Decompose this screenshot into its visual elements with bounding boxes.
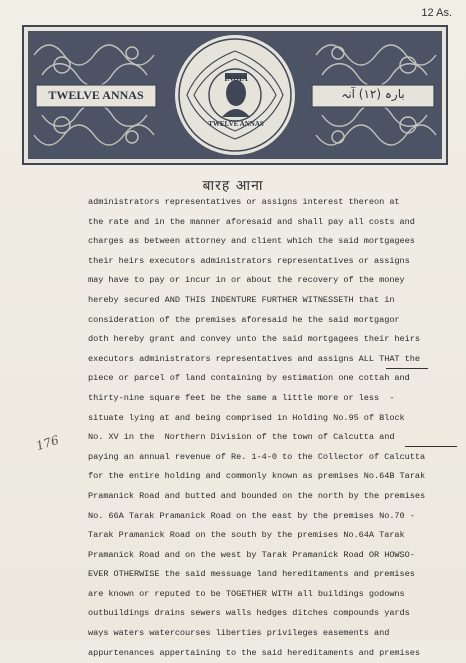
body-line: ways waters watercourses liberties privileges easements and — [88, 628, 390, 639]
body-line: situate lying at and being comprised in Holding No.95 of Block — [88, 412, 405, 423]
handwritten-margin-note: 176 — [34, 432, 61, 454]
body-line: No. 66A Tarak Pramanick Road on the east by the premises No.70 - — [88, 510, 415, 521]
stamp-right-label: بارہ (۱۲) آنہ — [341, 87, 405, 101]
body-line: EVER OTHERWISE the said messuage land hereditaments and premises — [88, 569, 415, 580]
body-line: executors administrators representatives and assigns ALL THAT the — [88, 353, 420, 364]
body-line: the rate and in the manner aforesaid and shall pay all costs and — [88, 216, 415, 227]
body-line: charges as between attorney and client which the said mortgagees — [88, 236, 415, 247]
stamp-left-label: TWELVE ANNAS — [48, 88, 144, 102]
body-line: piece or parcel of land containing by estimation one cottah and — [88, 373, 410, 384]
underline-all-that — [386, 368, 428, 369]
body-line: No. XV in the Northern Division of the town of Calcutta and — [88, 432, 395, 443]
hindi-denomination: बारह आना — [202, 178, 264, 194]
body-line: thirty-nine square feet be the same a little more or less - — [88, 392, 395, 403]
stamp-center-top: INDIA — [224, 74, 248, 83]
stamp-denomination: 12 As. — [421, 7, 452, 19]
body-line: may have to pay or incur in or about the recovery of the money — [88, 275, 405, 286]
body-line: consideration of the premises aforesaid he the said mortgagor — [88, 314, 400, 325]
king-portrait-icon — [226, 80, 246, 106]
body-line: Tarak Pramanick Road on the south by the premises No.64A Tarak — [88, 530, 405, 541]
body-line: hereby secured AND THIS INDENTURE FURTHER WITNESSETH that in — [88, 294, 395, 305]
body-line: appurtenances appertaining to the said hereditaments and premises — [88, 647, 420, 658]
underline-premises — [405, 446, 457, 447]
body-line: Pramanick Road and on the west by Tarak Pramanick Road OR HOWSO- — [88, 549, 415, 560]
body-line: their heirs executors administrators representatives or assigns — [88, 255, 410, 266]
body-line: are known or reputed to be TOGETHER WITH all buildings godowns — [88, 588, 405, 599]
body-line: doth hereby grant and convey unto the said mortgagees their heirs — [88, 334, 420, 345]
deed-body — [88, 193, 458, 663]
stamp-center-bottom: TWELVE ANNAS — [208, 120, 264, 128]
body-line: Pramanick Road and butted and bounded on the north by the premises — [88, 490, 426, 501]
body-line: administrators representatives or assigns interest thereon at — [88, 197, 400, 207]
body-line: for the entire holding and commonly known as premises No.64B Tarak — [88, 471, 426, 482]
body-line: paying an annual revenue of Re. 1-4-0 to the Collector of Calcutta — [88, 451, 426, 462]
body-line: outbuildings drains sewers walls hedges ditches compounds yards — [88, 608, 410, 619]
